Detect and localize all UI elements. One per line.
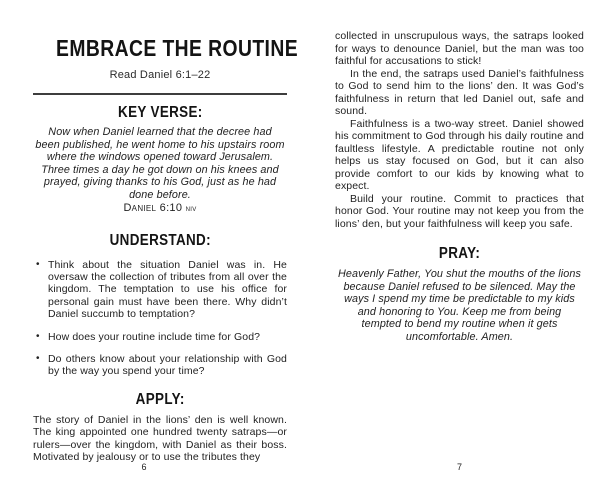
key-verse-reference-version: niv: [185, 203, 197, 213]
apply-paragraph: collected in unscrupulous ways, the satraps looked for ways to denounce Daniel, but the man was too faithful for accusations to stick!: [335, 30, 584, 67]
understand-bullet: • How does your routine include time for God?: [33, 331, 287, 343]
understand-bullet: • Do others know about your relationship with God by the way you spend your time?: [33, 353, 287, 378]
left-page-content: [33, 0, 299, 464]
divider-line: [33, 93, 287, 95]
page-number-right: 7: [456, 462, 462, 472]
apply-paragraph: Faithfulness is a two-way street. Daniel showed his commitment to God through his daily routine and faultless lifestyle. A predictable routine not only helps us stay focused on God, but it can also provide comfort to our kids by knowing what to expect.: [335, 117, 584, 192]
understand-heading: UNDERSTAND:: [109, 231, 211, 249]
apply-heading: APPLY:: [135, 390, 185, 408]
apply-text: The story of Daniel in the lions’ den is well known. The king appointed one hundred twenty satraps—or rulers—over the kingdom, with Daniel as their boss. Motivated by jealousy or to use the tributes they: [33, 413, 287, 464]
key-verse-text: Now when Daniel learned that the decree had been published, he went home to his upstairs room where the windows opened toward Jerusalem. Three times a day he got down on his knees and prayed, giving thanks to his God, just as he had done before.: [35, 126, 285, 201]
understand-bullet: • Think about the situation Daniel was in. He oversaw the collection of tributes from all over the kingdom. The temptation to use his office for personal gain must have been there. Why didn’t Daniel succumb to temptation?: [33, 259, 287, 321]
understand-bullet-list: [33, 259, 287, 378]
reading-reference: Read Daniel 6:1–22: [109, 69, 211, 81]
page-title: [33, 35, 299, 61]
prayer-text: Heavenly Father, You shut the mouths of the lions because Daniel refused to be silenced. May the ways I spend my time be predictable to my kids and honoring to You. Keep me from being tempted to bend my routine when it gets uncomfortable. Amen.: [338, 268, 581, 343]
apply-paragraph: In the end, the satraps used Daniel’s faithfulness to God to send him to the lions’ den. It was God’s faithfulness in return that led Daniel out, safe and sound.: [335, 67, 584, 117]
pray-heading: PRAY:: [438, 245, 481, 262]
right-page: [335, 0, 584, 486]
key-verse-reference: [33, 202, 287, 215]
key-verse-heading: KEY VERSE:: [117, 104, 203, 121]
right-page-content: [335, 0, 584, 343]
page-title-text: EMBRACE THE ROUTINE: [56, 35, 299, 61]
apply-paragraph: Build your routine. Commit to practices that honor God. Your routine may not keep you from the lions’ den, but your faithfulness will keep you safe.: [335, 192, 584, 230]
page-number-left: 6: [141, 462, 147, 472]
left-page: [33, 0, 299, 486]
key-verse-reference-book: Daniel 6:10: [123, 202, 183, 214]
